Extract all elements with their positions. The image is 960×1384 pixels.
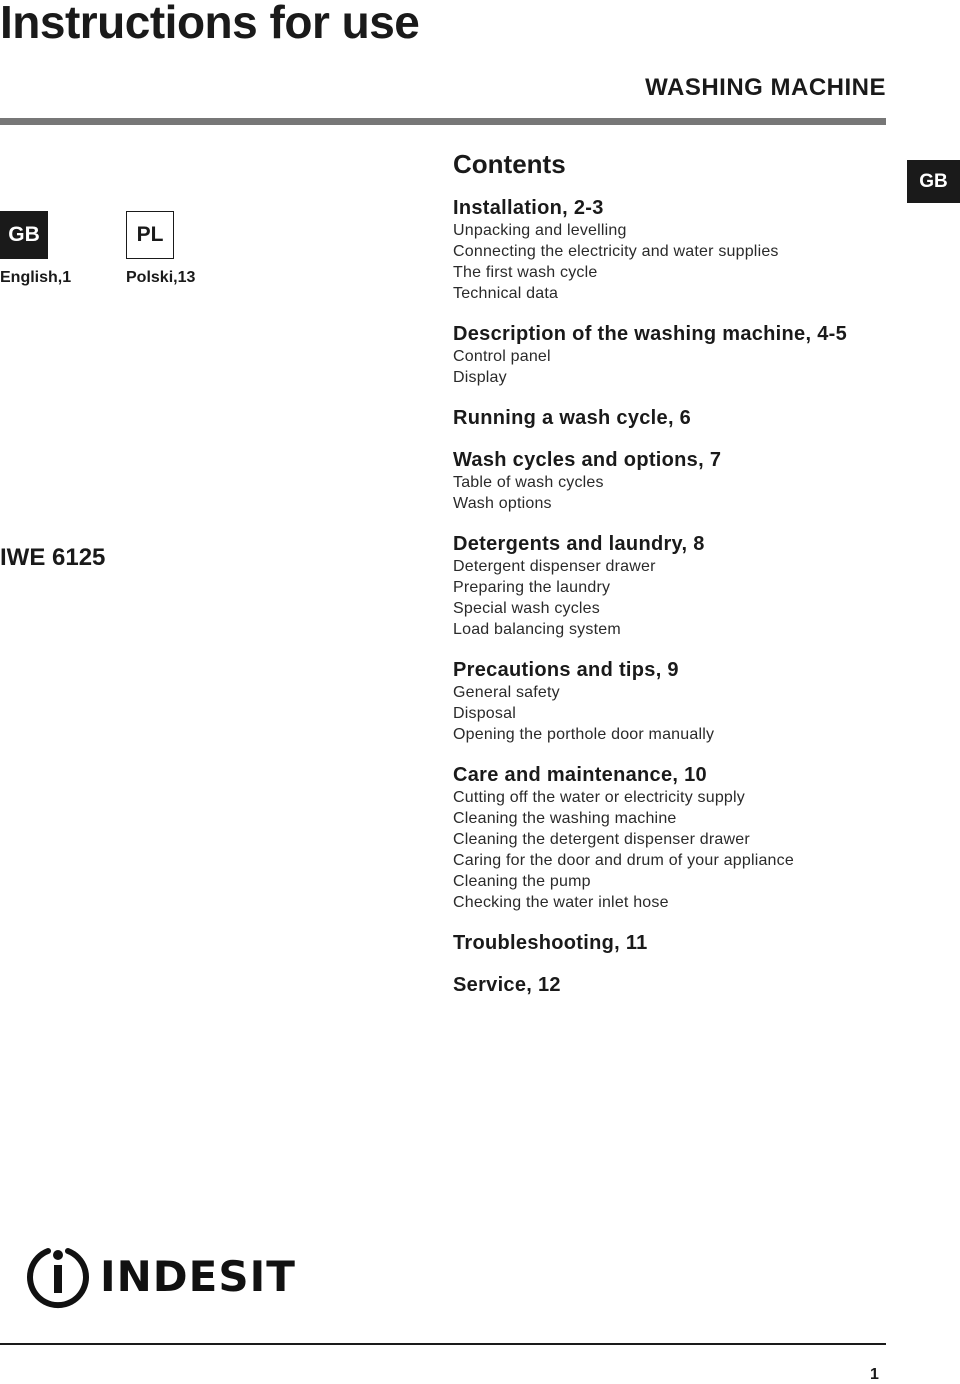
section-items [453, 220, 913, 304]
contents-item[interactable]: The first wash cycle [453, 264, 598, 281]
language-tab-gb[interactable]: GB [907, 160, 960, 203]
contents-item[interactable]: Checking the water inlet hose [453, 894, 669, 911]
section-title[interactable]: Detergents and laundry, 8 [453, 533, 705, 555]
contents-title: Contents [453, 149, 566, 179]
contents-item[interactable]: Special wash cycles [453, 600, 600, 617]
contents-section [453, 532, 913, 640]
contents-item[interactable]: Display [453, 369, 507, 386]
contents-section [453, 931, 913, 955]
contents-sections [453, 196, 913, 997]
contents-section [453, 763, 913, 913]
contents-item[interactable]: Connecting the electricity and water supplies [453, 243, 779, 260]
contents-item[interactable]: Unpacking and levelling [453, 222, 627, 239]
contents-item[interactable]: Load balancing system [453, 621, 621, 638]
contents-item[interactable]: Table of wash cycles [453, 474, 604, 491]
contents-item[interactable]: Cleaning the washing machine [453, 810, 677, 827]
contents-section [453, 406, 913, 430]
contents-section [453, 658, 913, 745]
section-title[interactable]: Description of the washing machine, 4-5 [453, 323, 847, 345]
contents-item[interactable]: Cleaning the pump [453, 873, 591, 890]
language-label-english[interactable]: English,1 [0, 269, 72, 286]
section-title[interactable]: Troubleshooting, 11 [453, 932, 648, 954]
section-title[interactable]: Installation, 2-3 [453, 197, 604, 219]
section-items [453, 472, 913, 514]
contents-item[interactable]: Cleaning the detergent dispenser drawer [453, 831, 750, 848]
contents-section [453, 448, 913, 514]
section-title[interactable]: Service, 12 [453, 974, 561, 996]
section-title[interactable]: Running a wash cycle, 6 [453, 407, 692, 429]
indesit-logo-icon [24, 1243, 92, 1309]
brand-name: INDESIT [100, 1251, 296, 1301]
language-box-pl[interactable]: PL [126, 211, 174, 259]
contents-item[interactable]: Control panel [453, 348, 551, 365]
table-of-contents [453, 148, 913, 1015]
contents-item[interactable]: Cutting off the water or electricity supply [453, 789, 745, 806]
contents-item[interactable]: Preparing the laundry [453, 579, 611, 596]
section-title[interactable]: Wash cycles and options, 7 [453, 449, 722, 471]
page-number: 1 [870, 1366, 879, 1383]
contents-section [453, 196, 913, 304]
contents-item[interactable]: Wash options [453, 495, 552, 512]
section-title[interactable]: Precautions and tips, 9 [453, 659, 679, 681]
contents-item[interactable]: Caring for the door and drum of your appliance [453, 852, 794, 869]
header-divider [0, 118, 886, 125]
section-items [453, 556, 913, 640]
section-items [453, 787, 913, 913]
language-label-polski[interactable]: Polski,13 [126, 269, 196, 286]
contents-item[interactable]: Disposal [453, 705, 516, 722]
contents-item[interactable]: Technical data [453, 285, 559, 302]
section-title[interactable]: Care and maintenance, 10 [453, 764, 707, 786]
section-items [453, 346, 913, 388]
contents-item[interactable]: Opening the porthole door manually [453, 726, 715, 743]
contents-item[interactable]: Detergent dispenser drawer [453, 558, 656, 575]
product-type: WASHING MACHINE [645, 74, 886, 101]
footer-divider [0, 1343, 886, 1345]
contents-section [453, 322, 913, 388]
section-items [453, 682, 913, 745]
brand-logo [24, 1243, 296, 1309]
contents-item[interactable]: General safety [453, 684, 560, 701]
model-number: IWE 6125 [0, 544, 106, 571]
document-title: Instructions for use [0, 0, 420, 48]
language-box-gb[interactable]: GB [0, 211, 48, 259]
contents-section [453, 973, 913, 997]
